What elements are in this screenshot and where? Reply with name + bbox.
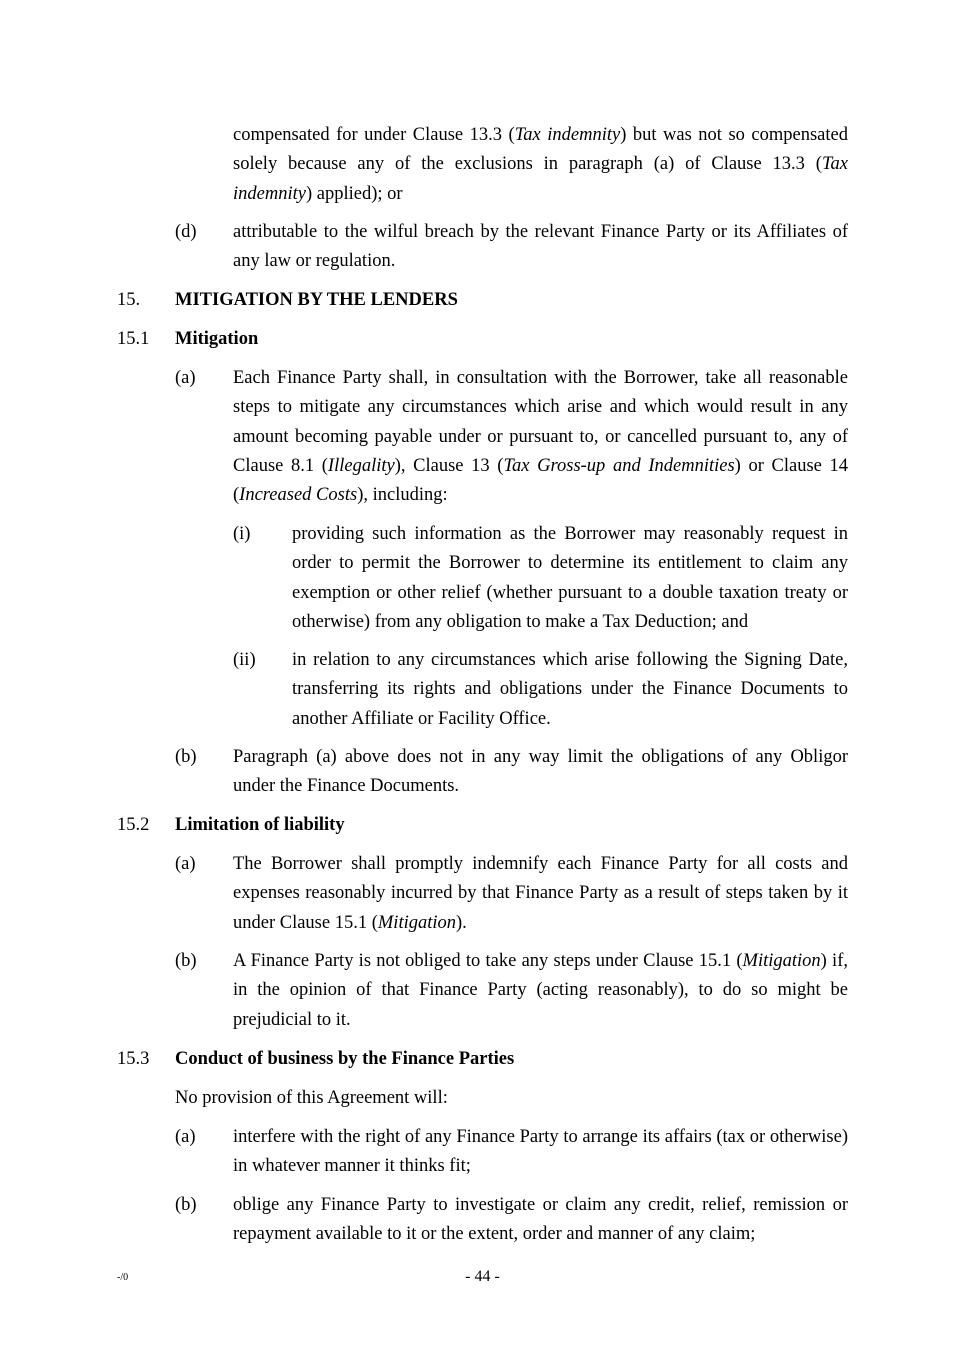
clause-15-1-ii-label: (ii)	[233, 650, 256, 670]
clause-15-2-b-label: (b)	[175, 951, 197, 971]
clause-15-3-title: Conduct of business by the Finance Parties	[175, 1049, 515, 1069]
clause-15-3-a-text: interfere with the right of any Finance Party to arrange its affairs (tax or otherwise) in whatever manner it thinks fit;	[233, 1127, 848, 1177]
clause-15-3-number: 15.3	[117, 1049, 150, 1069]
clause-15-2-a-label: (a)	[175, 854, 196, 874]
clause-15-1-ii-text: in relation to any circumstances which arise following the Signing Date, transferring its rights and obligations under the Finance Documents to another Affiliate or Facility Office.	[292, 650, 848, 729]
clause-15-1-number: 15.1	[117, 329, 150, 349]
clause-15-3-b-text: oblige any Finance Party to investigate or claim any credit, relief, remission or repayment available to it or the extent, order and manner of any claim;	[233, 1195, 848, 1245]
clause-15-1-a-text: Each Finance Party shall, in consultation with the Borrower, take all reasonable steps to mitigate any circumstances which arise and which would result in any amount becoming payable under or pursuant to, or cancelled pursuant to, any of Clause 8.1 (Illegality), Clause 13 (Tax Gross-up and Indemnities) or Clause 14 (Increased Costs), including:	[233, 368, 848, 506]
footer-reference: -/0	[117, 1272, 129, 1283]
clause-15-1-i-text: providing such information as the Borrower may reasonably request in order to permit the Borrower to determine its entitlement to claim any exemption or other relief (whether pursuant to a double taxation treaty or otherwise) from any obligation to make a Tax Deduction; and	[292, 524, 848, 632]
section-15-title: MITIGATION BY THE LENDERS	[175, 290, 458, 310]
clause-15-1-a-label: (a)	[175, 368, 196, 388]
section-15-number: 15.	[117, 290, 141, 310]
clause-15-1-i-label: (i)	[233, 524, 251, 544]
clause-15-3-b-label: (b)	[175, 1195, 197, 1215]
clause-15-2-b-text: A Finance Party is not obliged to take any steps under Clause 15.1 (Mitigation) if, in the opinion of that Finance Party (acting reasonably), to do so might be prejudicial to it.	[233, 951, 848, 1030]
clause-15-1-title: Mitigation	[175, 329, 259, 349]
continued-paragraph: compensated for under Clause 13.3 (Tax indemnity) but was not so compensated solely because any of the exclusions in paragraph (a) of Clause 13.3 (Tax indemnity) applied); or	[233, 125, 848, 204]
clause-15-2-a-text: The Borrower shall promptly indemnify each Finance Party for all costs and expenses reasonably incurred by that Finance Party as a result of steps taken by it under Clause 15.1 (Mitigation).	[233, 854, 848, 933]
clause-15-2-number: 15.2	[117, 815, 150, 835]
clause-15-2-title: Limitation of liability	[175, 815, 345, 835]
item-d-text: attributable to the wilful breach by the relevant Finance Party or its Affiliates of any law or regulation.	[233, 222, 848, 272]
clause-15-1-b-label: (b)	[175, 747, 197, 767]
clause-15-3-a-label: (a)	[175, 1127, 196, 1147]
clause-15-1-b-text: Paragraph (a) above does not in any way limit the obligations of any Obligor under the Finance Documents.	[233, 747, 848, 797]
clause-15-3-intro: No provision of this Agreement will:	[175, 1088, 448, 1108]
item-d-label: (d)	[175, 222, 197, 242]
page-number: - 44 -	[465, 1268, 500, 1285]
